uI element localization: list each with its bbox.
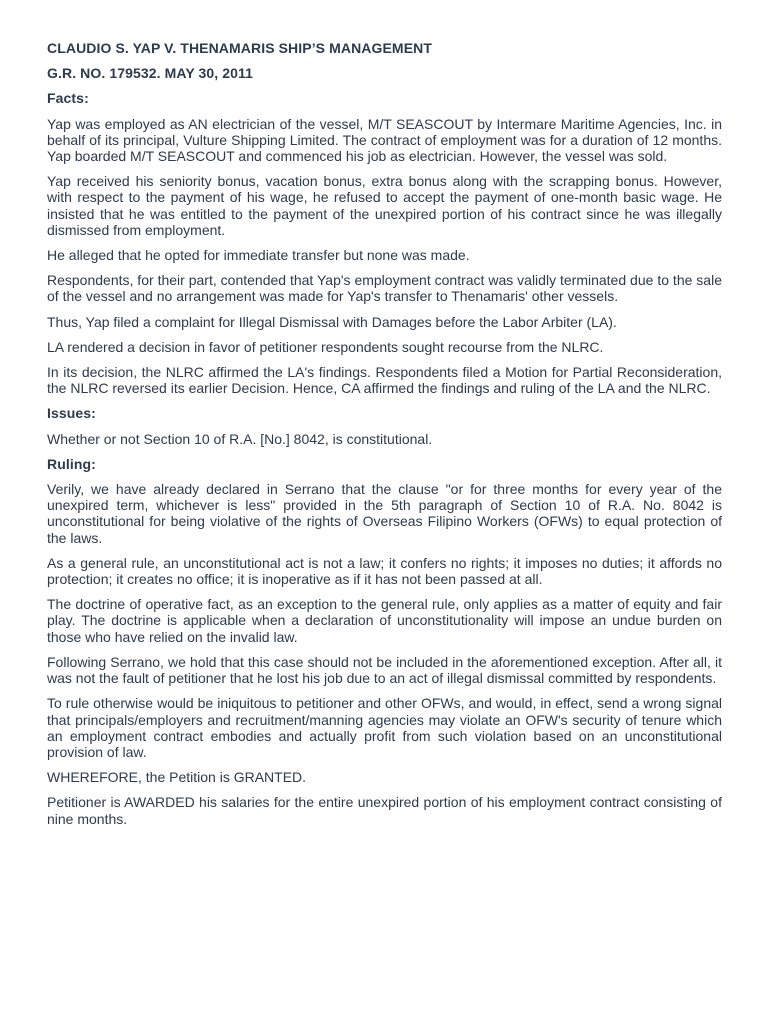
case-title: CLAUDIO S. YAP V. THENAMARIS SHIP’S MANAGEMENT [47,40,432,56]
ruling-paragraph: As a general rule, an unconstitutional act is not a law; it confers no rights; it imposes no duties; it affords no protection; it creates no office; it is inoperative as if it has not been passed at all. [47,554,722,588]
issues-heading: Issues: [47,405,96,422]
issues-paragraph: Whether or not Section 10 of R.A. [No.] 8042, is constitutional. [47,430,433,447]
document-body [47,40,722,836]
facts-heading: Facts: [47,90,89,107]
ruling-heading: Ruling: [47,455,96,472]
ruling-paragraph: Verily, we have already declared in Serrano that the clause "or for three months for every year of the unexpired term, whichever is less" provided in the 5th paragraph of Section 10 of R.A. No. 8042 is unconstitutional for being violative of the rights of Overseas Filipino Workers (OFWs) to equal protection of the laws. [47,481,722,546]
ruling-paragraph: The doctrine of operative fact, as an exception to the general rule, only applies as a matter of equity and fair play. The doctrine is applicable when a declaration of unconstitutionality will impose an undue burden on those who have relied on the invalid law. [47,596,722,645]
facts-paragraph: In its decision, the NLRC affirmed the LA's findings. Respondents filed a Motion for Partial Reconsideration, the NLRC reversed its earlier Decision. Hence, CA affirmed the findings and ruling of the LA and the NLRC. [47,364,722,397]
facts-paragraph: Yap was employed as AN electrician of the vessel, M/T SEASCOUT by Intermare Maritime Agencies, Inc. in behalf of its principal, Vulture Shipping Limited. The contract of employment was for a duration of 12 months. Yap boarded M/T SEASCOUT and commenced his job as electrician. However, the vessel was sold. [47,115,722,165]
case-reference: G.R. NO. 179532. MAY 30, 2011 [47,65,254,82]
facts-paragraph: LA rendered a decision in favor of petitioner respondents sought recourse from the NLRC. [47,338,604,355]
ruling-paragraph: Petitioner is AWARDED his salaries for the entire unexpired portion of his employment contract consisting of nine months. [47,794,722,827]
ruling-paragraph: WHEREFORE, the Petition is GRANTED. [47,769,307,786]
ruling-paragraph: To rule otherwise would be iniquitous to petitioner and other OFWs, and would, in effect, send a wrong signal that principals/employers and recruitment/manning agencies may violate an OFW's security of tenure which an employment contract embodies and actually profit from such violation based on an unconstitutional provision of law. [47,695,722,760]
facts-paragraph: Thus, Yap filed a complaint for Illegal Dismissal with Damages before the Labor Arbiter (LA). [47,313,617,330]
facts-paragraph: Yap received his seniority bonus, vacation bonus, extra bonus along with the scrapping bonus. However, with respect to the payment of his wage, he refused to accept the payment of one-month basic wage. He insisted that he was entitled to the payment of the unexpired portion of his contract since he was illegally dismissed from employment. [47,173,722,238]
ruling-paragraph: Following Serrano, we hold that this case should not be included in the aforementioned exception. After all, it was not the fault of petitioner that he lost his job due to an act of illegal dismissal committed by respondents. [47,653,722,687]
facts-paragraph: He alleged that he opted for immediate transfer but none was made. [47,247,470,264]
facts-paragraph: Respondents, for their part, contended that Yap's employment contract was validly terminated due to the sale of the vessel and no arrangement was made for Yap's transfer to Thenamaris' other vessels. [47,272,722,305]
